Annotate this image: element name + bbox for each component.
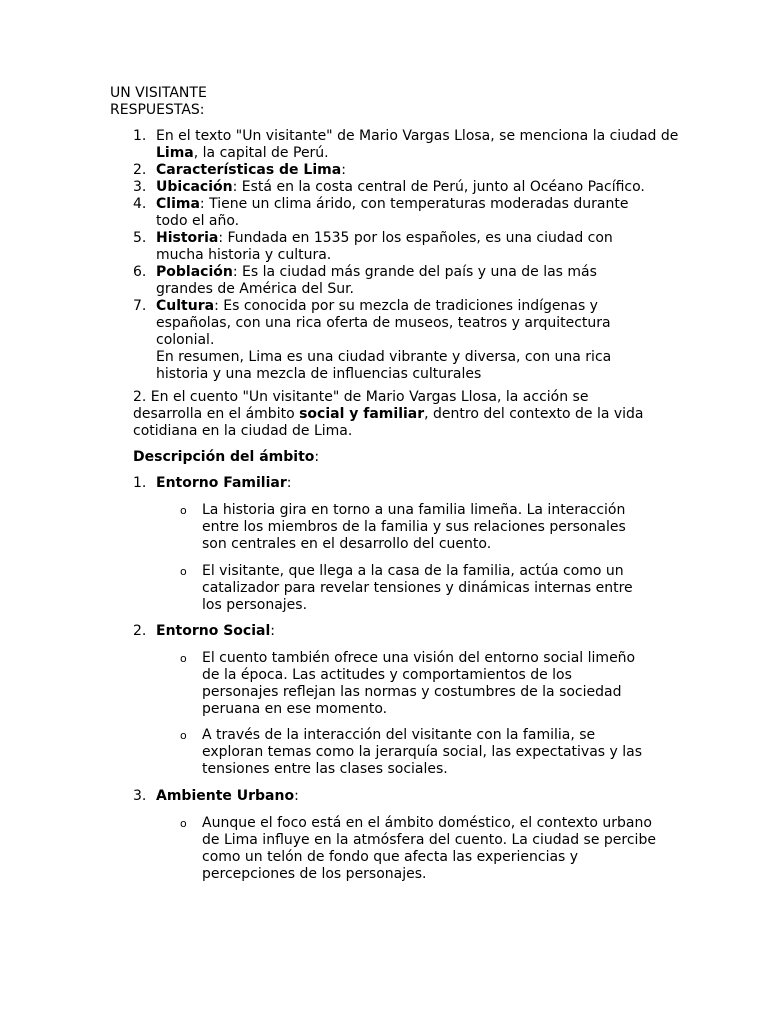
bullet-marker: o xyxy=(180,565,187,578)
subsection-title: Entorno Familiar xyxy=(156,475,287,491)
list-text: : Es conocida por su mezcla de tradiciones indígenas y españolas, con una rica oferta de museos, teatros y arquitectura colonial. xyxy=(156,298,611,348)
summary-text: En resumen, Lima es una ciudad vibrante y diversa, con una rica historia y una mezcla de influencias culturales xyxy=(156,349,612,382)
subsection-colon: : xyxy=(286,475,292,491)
paragraph-bold: social y familiar xyxy=(299,406,425,422)
bullet-marker: o xyxy=(180,817,187,830)
subsection-title: Entorno Social xyxy=(156,623,271,639)
bullet-text: Aunque el foco está en el ámbito doméstico, el contexto urbano de Lima influye en la atmósfera del cuento. La ciudad se percibe como un telón de fondo que afecta las experiencias y percepciones de los personajes. xyxy=(202,815,656,882)
section-2-paragraph xyxy=(133,389,658,440)
list-text: : Está en la costa central de Perú, junto al Océano Pacífico. xyxy=(232,179,645,195)
list-bold: Ubicación xyxy=(156,179,233,195)
list-text: : xyxy=(341,162,346,178)
description-bold: Descripción del ámbito xyxy=(133,449,315,465)
list-number: 1. xyxy=(133,128,147,144)
bullet-marker: o xyxy=(180,504,187,517)
list-item xyxy=(133,230,636,264)
list-item xyxy=(133,264,636,298)
list-bold: Población xyxy=(156,264,233,280)
list-text: En el texto "Un visitante" de Mario Vargas Llosa, se menciona la ciudad de xyxy=(156,128,679,144)
list-text: : Tiene un clima árido, con temperaturas moderadas durante todo el año. xyxy=(156,196,629,229)
answers-heading: RESPUESTAS: xyxy=(110,102,205,118)
document-title: UN VISITANTE xyxy=(110,85,207,101)
bullet-marker: o xyxy=(180,729,187,742)
bullet-item xyxy=(180,815,660,883)
subsection-colon: : xyxy=(294,788,299,804)
bullet-marker: o xyxy=(180,652,187,665)
subsection-number: 1. xyxy=(133,475,147,491)
list-bold: Lima xyxy=(156,145,194,161)
paragraph-text: 2. En el cuento "Un visitante" de Mario Vargas Llosa, la acción se desarrolla en el ámbito xyxy=(133,389,589,422)
document-header xyxy=(110,85,207,119)
list-item xyxy=(133,298,636,349)
bullet-item xyxy=(180,502,660,553)
subsection-number: 3. xyxy=(133,788,147,804)
list-number: 7. xyxy=(133,298,147,314)
paragraph-text: , dentro del contexto de la vida cotidiana en la ciudad de Lima. xyxy=(133,406,644,439)
list-item xyxy=(133,179,693,196)
subsection-number: 2. xyxy=(133,623,147,639)
list-bold: Características de Lima xyxy=(156,162,342,178)
list-item xyxy=(133,162,693,179)
list-number: 6. xyxy=(133,264,147,280)
list-bold: Historia xyxy=(156,230,219,246)
list-number: 4. xyxy=(133,196,147,212)
bullet-text: El visitante, que llega a la casa de la familia, actúa como un catalizador para revelar tensiones y dinámicas internas entre los personajes. xyxy=(202,563,633,613)
bullet-item xyxy=(180,650,660,718)
list-bold: Cultura xyxy=(156,298,215,314)
list-text: : Fundada en 1535 por los españoles, es una ciudad con mucha historia y cultura. xyxy=(156,230,613,263)
bullet-text: El cuento también ofrece una visión del entorno social limeño de la época. Las actitudes y comportamientos de los personajes reflejan las normas y costumbres de la sociedad peruana en ese momento. xyxy=(202,650,636,717)
list-text: : Es la ciudad más grande del país y una de las más grandes de América del Sur. xyxy=(156,264,597,297)
subsection-colon: : xyxy=(270,623,275,639)
bullet-item xyxy=(180,563,660,614)
bullet-item xyxy=(180,727,660,778)
list-item xyxy=(133,196,636,230)
subsection-heading xyxy=(133,475,291,492)
list-number: 2. xyxy=(133,162,147,178)
bullet-text: La historia gira en torno a una familia limeña. La interacción entre los miembros de la familia y sus relaciones personales son centrales en el desarrollo del cuento. xyxy=(202,502,626,552)
description-colon: : xyxy=(314,449,320,465)
list-text: , la capital de Perú. xyxy=(193,145,329,161)
bullet-text: A través de la interacción del visitante con la familia, se exploran temas como la jerarquía social, las expectativas y las tensiones entre las clases sociales. xyxy=(202,727,643,777)
subsection-heading xyxy=(133,623,275,640)
subsection-title: Ambiente Urbano xyxy=(156,788,295,804)
subsection-heading xyxy=(133,788,299,805)
list-item xyxy=(133,128,693,162)
description-heading xyxy=(133,449,319,466)
lima-list xyxy=(133,128,693,383)
list-bold: Clima xyxy=(156,196,200,212)
list-number: 5. xyxy=(133,230,147,246)
list-number: 3. xyxy=(133,179,147,195)
